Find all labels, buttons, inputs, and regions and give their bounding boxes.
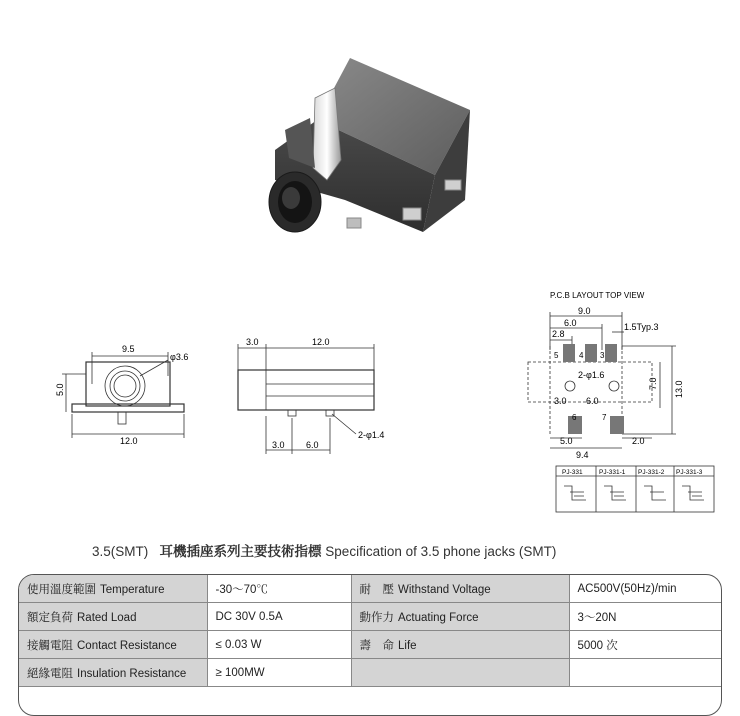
spec-label: 使用溫度範圍 Temperature: [19, 575, 207, 603]
variant-label-2: PJ-331-2: [638, 469, 665, 476]
spec-value: [569, 659, 721, 687]
spec-title-en: Specification of 3.5 phone jacks (SMT): [325, 544, 557, 559]
spec-label: 耐 壓 Withstand Voltage: [351, 575, 569, 603]
spec-table-container: [18, 574, 722, 700]
pcb-pin-5: 5: [554, 351, 559, 360]
spec-title-prefix: 3.5(SMT): [92, 544, 149, 559]
table-row: [19, 631, 721, 659]
pcb-hole-label: 2-φ1.6: [578, 370, 605, 380]
pcb-dim-13-0: 13.0: [674, 380, 684, 398]
side-view-drawing: [228, 334, 418, 464]
table-row: [19, 659, 721, 687]
variant-label-1: PJ-331-1: [599, 469, 626, 476]
spec-table: [19, 575, 721, 687]
side-dim-12-0: 12.0: [312, 337, 330, 347]
front-dim-12-0: 12.0: [120, 436, 138, 446]
spec-value: DC 30V 0.5A: [207, 603, 351, 631]
pcb-dim-9-4: 9.4: [576, 450, 589, 460]
spec-label: 接觸電阻 Contact Resistance: [19, 631, 207, 659]
pcb-layout-drawing: [510, 286, 730, 516]
spec-title-zh: 耳機插座系列主要技術指標: [159, 544, 322, 559]
spec-label: [351, 659, 569, 687]
table-row: [19, 603, 721, 631]
spec-title: [92, 540, 556, 560]
pcb-pin-4: 4: [579, 351, 584, 360]
side-dim-6-0: 6.0: [306, 440, 319, 450]
front-view-drawing: [50, 336, 220, 466]
variant-label-0: PJ-331: [562, 469, 583, 476]
pcb-dim-9-0: 9.0: [578, 306, 591, 316]
pcb-dim-2-0: 2.0: [632, 436, 645, 446]
pcb-dim-6-0-top: 6.0: [564, 318, 577, 328]
pcb-title: P.C.B LAYOUT TOP VIEW: [550, 291, 645, 300]
spec-value: 5000 次: [569, 631, 721, 659]
pcb-dim-2-8: 2.8: [552, 329, 565, 339]
pcb-pin-6: 6: [572, 413, 577, 422]
spec-label: 絕緣電阻 Insulation Resistance: [19, 659, 207, 687]
pcb-dim-6-0-mid: 6.0: [586, 396, 599, 406]
spec-label: 壽 命 Life: [351, 631, 569, 659]
side-dim-3-0-top: 3.0: [246, 337, 259, 347]
spec-value: AC500V(50Hz)/min: [569, 575, 721, 603]
pcb-dim-1-5typ: 1.5Typ.3: [624, 322, 659, 332]
front-dim-9-5: 9.5: [122, 344, 135, 354]
spec-value: 3～20N: [569, 603, 721, 631]
pcb-dim-7-0: 7.0: [648, 377, 658, 390]
pcb-pin-3: 3: [600, 351, 605, 360]
spec-value: ≤ 0.03 W: [207, 631, 351, 659]
front-dim-phi: φ3.6: [170, 352, 189, 362]
side-dim-3-0-bottom: 3.0: [272, 440, 285, 450]
product-photo: [255, 40, 485, 250]
pcb-pin-7: 7: [602, 413, 607, 422]
spec-label: 動作力 Actuating Force: [351, 603, 569, 631]
spec-label: 額定負荷 Rated Load: [19, 603, 207, 631]
variant-label-3: PJ-331-3: [676, 469, 703, 476]
spec-value: ≥ 100MW: [207, 659, 351, 687]
table-row: [19, 575, 721, 603]
pcb-dim-3-0: 3.0: [554, 396, 567, 406]
spec-value: -30～70℃: [207, 575, 351, 603]
side-pin-dia: 2-φ1.4: [358, 430, 385, 440]
front-dim-5-0: 5.0: [55, 383, 65, 396]
pcb-dim-5-0: 5.0: [560, 436, 573, 446]
